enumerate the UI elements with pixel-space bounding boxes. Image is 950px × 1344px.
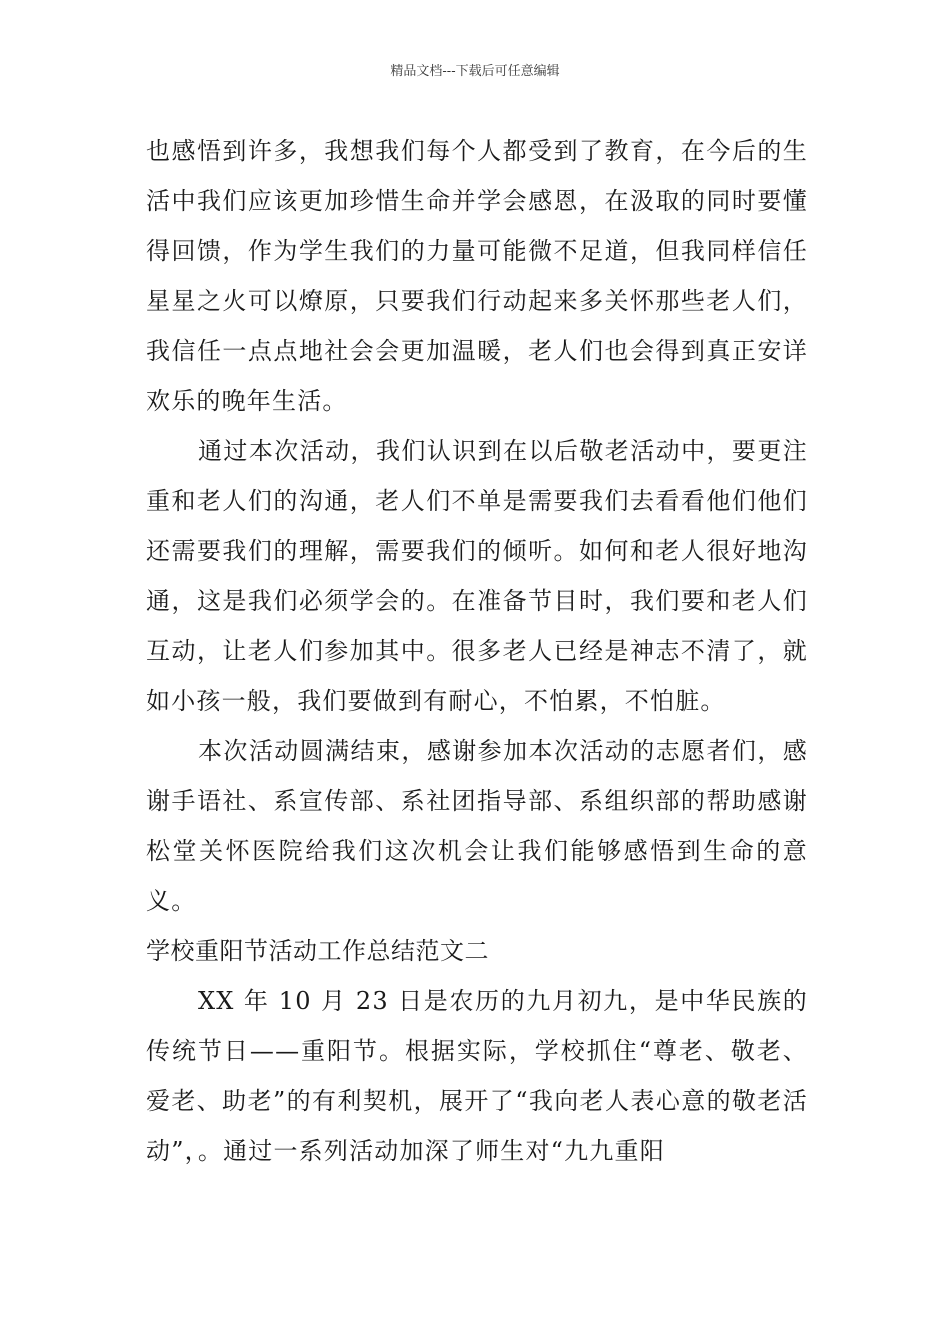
paragraph-chongyang: XX 年 10 月 23 日是农历的九月初九，是中华民族的传统节日——重阳节。根据实际，学校抓住“尊老、敬老、爱老、助老”的有利契机，展开了“我向老人表心意的敬老活动”，。通过一系列活动加深了师生对“九九重阳 (146, 987, 808, 1165)
paragraph-communication: 通过本次活动，我们认识到在以后敬老活动中，要更注重和老人们的沟通，老人们不单是需要我们去看看他们他们还需要我们的理解，需要我们的倾听。如何和老人很好地沟通，这是我们必须学会的。在准备节目时，我们要和老人们互动，让老人们参加其中。很多老人已经是神志不清了，就如小孩一般，我们要做到有耐心，不怕累，不怕脏。 (146, 437, 808, 715)
page-header: 精品文档---下载后可任意编辑 (390, 64, 560, 79)
paragraph-continuation: 也感悟到许多，我想我们每个人都受到了教育，在今后的生活中我们应该更加珍惜生命并学会感恩，在汲取的同时要懂得回馈，作为学生我们的力量可能微不足道，但我同样信任星星之火可以燎原，只要我们行动起来多关怀那些老人们，我信任一点点地社会会更加温暖，老人们也会得到真正安详欢乐的晚年生活。 (146, 137, 808, 415)
paragraph-thanks: 本次活动圆满结束，感谢参加本次活动的志愿者们，感谢手语社、系宣传部、系社团指导部、系组织部的帮助感谢松堂关怀医院给我们这次机会让我们能够感悟到生命的意义。 (146, 737, 808, 915)
section-heading: 学校重阳节活动工作总结范文二 (146, 937, 489, 965)
document-body (146, 126, 808, 1176)
